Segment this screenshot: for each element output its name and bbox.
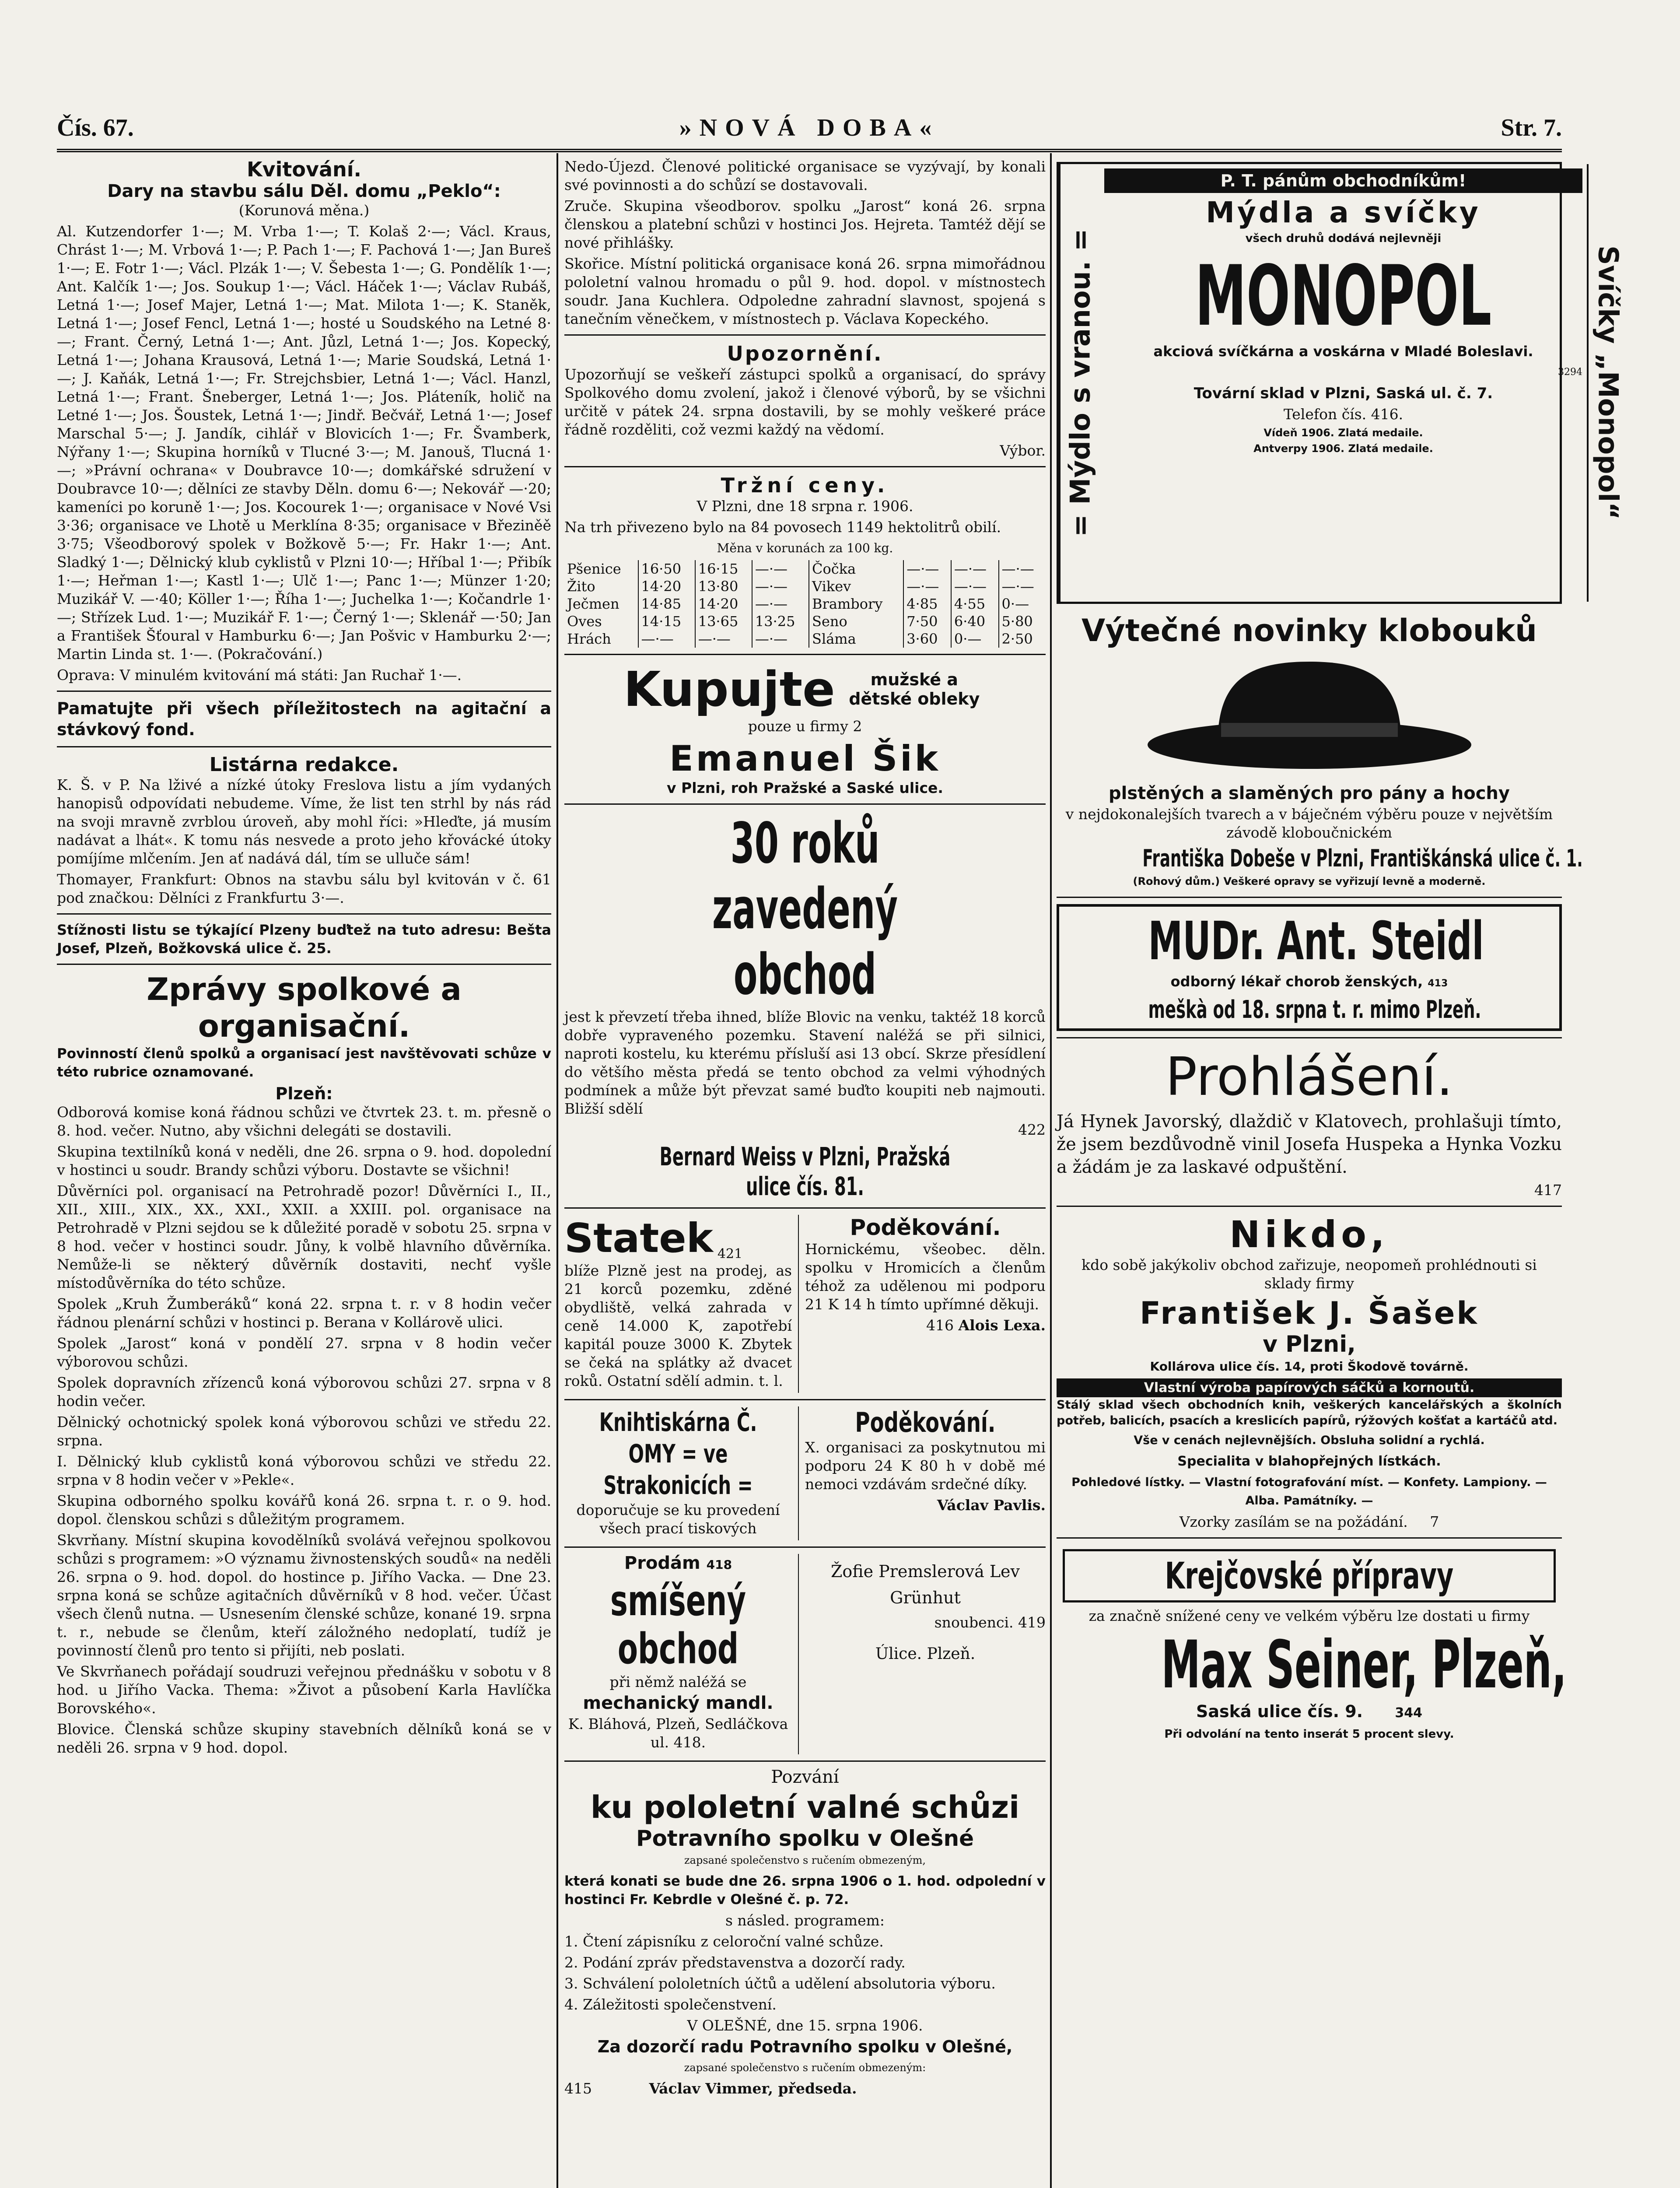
news-item: Odborová komise koná řádnou schůzi ve čtvrtek 23. t. m. přesně o 8. hod. večer. Nutno, aby všichni delegáti se dostavili. xyxy=(57,1104,551,1139)
monopol-award: Antverpy 1906. Zlatá medaile. xyxy=(1253,442,1433,455)
kvitovani-heading: Kvitování. xyxy=(246,158,361,181)
invite-point: 1. Čtení zápisníku z celoroční valné schůze. xyxy=(564,1933,884,1950)
invite-organisation: Potravního spolku v Olešné xyxy=(636,1826,974,1851)
price-cell: 3·60 xyxy=(903,630,951,648)
news-item: Ve Skvrňanech pořádají soudruzi veřejnou přednášku v sobotu v 8 hod. u Jiřího Vacka. Thema: »Život a působení Karla Havlíčka Borovského«. xyxy=(57,1663,551,1717)
plzen-subheading: Plzeň: xyxy=(275,1084,333,1103)
invite-registration: zapsané společenstvo s ručením obmezeným: xyxy=(684,2062,926,2074)
monopol-side-left: = Mýdlo s vranou. = xyxy=(1059,164,1100,602)
hats-line1: plstěných a slaměných pro pány a hochy xyxy=(1109,783,1510,803)
ad-number: 422 xyxy=(1018,1121,1046,1138)
monopol-award: Vídeň 1906. Zlatá medaile. xyxy=(1264,427,1423,439)
column-divider xyxy=(556,153,558,2188)
news-item: Skupina textilníků koná v neděli, dne 26. srpna o 9. hod. dopolední v hostinci u soudr. Brandy schůzi výboru. Dostavte se všichni! xyxy=(57,1143,551,1178)
price-cell: 14·15 xyxy=(638,613,695,630)
news-item: Spolek dopravních zřízenců koná výborovou schůzi 27. srpna v 8 hodin večer. xyxy=(57,1374,551,1410)
news-item: Skupina odborného spolku kovářů koná 26. srpna t. r. o 9. hod. dopol. členskou schůzi s důležitým programem. xyxy=(57,1492,551,1528)
divider xyxy=(564,654,1046,655)
invite-point: 4. Záležitosti společenstvení. xyxy=(564,1996,777,2013)
seiner-top-box xyxy=(1063,1549,1556,1602)
doctor-advert xyxy=(1057,904,1562,1031)
commodity-name: Sláma xyxy=(809,630,903,648)
price-cell: 4·85 xyxy=(903,595,951,613)
column-2 xyxy=(564,158,1046,2188)
sasek-prices: Vše v cenách nejlevnějších. Obsluha solidní a rychlá. xyxy=(1134,1434,1485,1447)
monopol-advert xyxy=(1057,162,1624,604)
price-cell: 5·80 xyxy=(999,613,1046,630)
market-supply: Na trh přivezeno bylo na 84 povosech 1149 hektolitrů obilí. xyxy=(564,519,1001,536)
divider xyxy=(1057,1537,1562,1539)
print-name: Knihtiskárna Č. OMY = ve Strakonicích = xyxy=(599,1407,757,1500)
monopol-best: všech druhů dodává nejlevněji xyxy=(1245,232,1442,245)
commodity-name: Žito xyxy=(567,578,595,595)
price-cell: 2·50 xyxy=(999,630,1046,648)
price-cell: 7·50 xyxy=(903,613,951,630)
sik-only-text: pouze u firmy xyxy=(748,718,848,735)
sell-title: smíšený obchod xyxy=(610,1576,746,1673)
news-item: Skvrňany. Místní skupina kovodělníků svolává veřejnou spolkovou schůzi s programem: »O významu živnostenských soudů« na neděli 26. srpna o 9. hod. dopol. do hostince p. Jiřího Vacka. — Dne 23. srpna koná se schůze agitačních důvěrníků v 8 hod. večer. Účast všech členů nutna. — Usnesením členské schůze, konané 19. srpna t. r., nebude se členům, kteří záložného nedoplatí, tudíž je povinností členů pro tento si přijíti, neb poslati. xyxy=(57,1532,551,1659)
commodity-name: Hrách xyxy=(567,631,611,647)
price-cell: —·— xyxy=(752,630,809,648)
sasek-text: Stálý sklad všech obchodních knih, veškerých kancelářských a školních potřeb, balicích, psacích a kreslicích papírů, rýžových košťat a kartáčů atd. xyxy=(1057,1398,1562,1427)
hats-note: (Rohový dům.) Veškeré opravy se vyřizují levně a moderně. xyxy=(1133,875,1486,887)
price-cell: 13·80 xyxy=(695,578,752,595)
monopol-company: akciová svíčkárna a voskárna v Mladé Boleslavi. xyxy=(1153,343,1533,360)
sik-address: v Plzni, roh Pražské a Saské ulice. xyxy=(667,779,943,796)
invite-program-label: s násled. programem: xyxy=(725,1912,885,1929)
news-item: Zruče. Skupina všeodborov. spolku „Jarost“ koná 26. srpna členskou a platební schůzi v hostinci Jos. Hejreta. Tamtéž dějí se nové přihlášky. xyxy=(564,197,1046,251)
invite-point: 3. Schválení pololetních účtů a udělení absolutoria výboru. xyxy=(564,1975,996,1992)
shop-contact: Bernard Weiss v Plzni, Pražská ulice čís. 81. xyxy=(659,1142,951,1201)
price-cell: 13·65 xyxy=(695,613,752,630)
listarna-heading: Listárna redakce. xyxy=(209,754,399,776)
sasek-sub: kdo sobě jakýkoliv obchod zařizuje, neopomeň prohlédnouti si sklady firmy xyxy=(1082,1256,1537,1292)
invite-advert xyxy=(564,1768,1046,2098)
price-cell: 4·55 xyxy=(951,595,999,613)
kvitovani-list: Al. Kutzendorfer 1·—; M. Vrba 1·—; T. Kolaš 2·—; Václ. Kraus, Chrást 1·—; M. Vrbová 1·—; P. Pach 1·—; F. Pachová 1·—; Jan Bureš 1·—; E. Fotr 1·—; Václ. Plzák 1·—; V. Šebesta 1·—; G. Pondělík 1·—; Ant. Kalčík 1·—; Jos. Soukup 1·—; Václ. Háček 1·—; Václav Rubáš, Letná 1·—; Josef Majer, Letná 1·—; Mat. Milota 1·—; K. Staněk, Letná 1·—; Josef Fencl, Letná 1·—; hosté u Soudského na Letné 8·—; Frant. Černý, Letná 1·—; Ant. Jůzl, Letná 1·—; Jos. Kopecký, Letná 1·—; Johana Krausová, Letná 1·—; Marie Soudská, Letná 1·—; J. Kaňák, Letná 1·—; Fr. Strejchsbier, Letná 1·—; Václ. Hanzl, Letná 1·—; Frant. Šneberger, Letná 1·—; Jos. Pláteník, holič na Letné 1·—; Jos. Šoustek, Letná 1·—; Jindř. Bečvář, Letná 1·—; Josef Marschal 5·—; J. Jandík, cihlář v Blovicích 1·—; Fr. Švamberk, Nýřany 1·—; Skupina horníků v Tlucné 3·—; M. Janouš, Tlucná 1·—; »Právní ochrana« v Doubravce 10·—; domkářské sdružení v Doubravce 10·—; dělníci ze stavby Děln. domu 6·—; Nekovář —·20; kameníci po koruně 1·—; Jos. Kocourek 1·—; organisace v Nové Vsi 3·36; organisace ve Lhotě u Merklína 8·35; organisace v Březiněě 3·75; Všeodborový spolek v Božkově 5·—; Fr. Hakr 1·—; Ant. Sladký 1·—; Dělnický klub cyklistů v Plzni 10·—; Hříbal 1·—; Přibík 1·—; Heřman 1·—; Kastl 1·—; Ulč 1·—; Panc 1·—; Münzer 1·20; Muzikář V. —·40; Köller 1·—; Říha 1·—; Juchelka 1·—; Kočandrle 1·—; Střízek Lud. 1·—; Muzikář F. 1·—; Černý 1·—; Sklenář —·50; Jan a František Šťoural v Hamburku 6·—; Jan Pošvic v Hamburku 2·—; Martin Linda st. 1·—. (Pokračování.) xyxy=(57,223,551,663)
shop-text: jest k převzetí třeba ihned, blíže Blovic na venku, taktéž 18 korců dobře vypraveného pozemku. Stavení naléžá se při silnici, naproti kostelu, ku kterému přísluší asi 13 obcí. Skrze přesídlení do většího města předá se tento obchod za velmi výhodných podmínek a může být převzat samé buďto koupiti neb najmouti. Bližší sdělí xyxy=(564,1008,1046,1117)
shop-title: 30 roků zavedený obchod xyxy=(712,811,898,1007)
invite-when: která konati se bude dne 26. srpna 1906 o 1. hod. odpolední v hostinci Fr. Kebrdle v Olešné č. p. 72. xyxy=(564,1873,1046,1907)
declaration-advert xyxy=(1057,1045,1562,1199)
thanks-text: X. organisaci za poskytnutou mi podporu 24 K 80 h v době mé nemoci vzdávám srdečné díky. xyxy=(805,1439,1046,1493)
ad-number: 3294 xyxy=(1558,367,1582,378)
seiner-note: Při odvolání na tento inserát 5 procent slevy. xyxy=(1164,1728,1454,1741)
sell-text: při němž naléžá se xyxy=(609,1673,747,1690)
sasek-head: Nikdo, xyxy=(1229,1213,1389,1256)
invite-signature: Václav Vimmer, předseda. xyxy=(649,2080,857,2097)
sell-prodam: Prodám xyxy=(624,1553,700,1573)
fund-reminder: Pamatujte při všech příležitostech na agitační a stávkový fond. xyxy=(57,699,551,739)
sik-buy: Kupujte xyxy=(623,661,835,717)
divider xyxy=(564,334,1046,336)
upozorneni-signature: Výbor. xyxy=(1000,442,1046,459)
column-divider xyxy=(1050,153,1052,2188)
sasek-advert xyxy=(1057,1213,1562,1531)
price-cell: 0·— xyxy=(999,595,1046,613)
commodity-name: Pšenice xyxy=(567,561,621,577)
zpravy-heading: Zprávy spolkové a organisační. xyxy=(147,971,462,1044)
invite-date: V OLEŠNÉ, dne 15. srpna 1906. xyxy=(687,2017,923,2034)
ad-number: 2 xyxy=(853,718,862,735)
hats-title: Výtečné novinky klobouků xyxy=(1082,613,1537,649)
ad-number: 344 xyxy=(1395,1705,1422,1721)
column-1 xyxy=(57,158,551,2188)
price-cell: —·— xyxy=(999,560,1046,578)
sik-items: mužské a dětské obleky xyxy=(849,670,980,708)
zpravy-intro: Povinností členů spolků a organisací jest navštěvovati schůze v této rubrice oznamované. xyxy=(57,1046,551,1080)
column-divider xyxy=(798,1554,799,1754)
issue-number: Čís. 67. xyxy=(57,114,134,141)
print-text: doporučuje se ku provedení všech prací tiskových xyxy=(576,1501,780,1537)
price-cell: 6·40 xyxy=(951,613,999,630)
ad-number: 418 xyxy=(706,1557,732,1572)
column-3 xyxy=(1057,158,1624,2188)
monopol-name: MONOPOL xyxy=(1195,248,1492,344)
market-date: V Plzni, dne 18 srpna r. 1906. xyxy=(696,498,914,515)
price-cell: —·— xyxy=(999,578,1046,595)
listarna-reply-2: Thomayer, Frankfurt: Obnos na stavbu sálu byl kvitován v č. 61 pod značkou: Dělníci z Frankfurtu 3·—. xyxy=(57,871,551,906)
kvitovani-currency: (Korunová měna.) xyxy=(238,202,370,219)
statek-advert xyxy=(564,1215,792,1393)
commodity-name: Čočka xyxy=(809,560,903,578)
commodity-name: Brambory xyxy=(809,595,903,613)
doctor-location: meškà od 18. srpna t. r. mimo Plzeň. xyxy=(1148,996,1481,1024)
seiner-top: Krejčovské přípravy xyxy=(1165,1554,1454,1597)
price-cell: —·— xyxy=(752,578,809,595)
small-adverts-row-1 xyxy=(564,1215,1046,1393)
news-item: Dělnický ochotnický spolek koná výborovou schůzi ve středu 22. srpna. xyxy=(57,1413,551,1449)
thanks-title: Poděkování. xyxy=(855,1406,996,1438)
price-cell: 16·50 xyxy=(638,560,695,578)
ad-number: 413 xyxy=(1428,978,1448,989)
newspaper-title: »NOVÁ DOBA« xyxy=(679,114,940,141)
sell-address: K. Bláhová, Plzeň, Sedláčkova ul. 418. xyxy=(568,1715,788,1751)
divider xyxy=(564,1760,1046,1762)
monopol-side-right: Svíčky „Monopol“ xyxy=(1587,164,1628,602)
listarna-reply-1: K. Š. v P. Na lživé a nízké útoky Freslova listu a jím vydaných hanopisů odpovídati nebudeme. Víme, že list ten strhl by nás rád na svoji mravně zvrblou úroveň, aby mohl říci: »Hleďte, já musím nadávat a lhát«. K tomu nás nesvede a proto jeho křovácké útoky pomíjíme mlčením. Jen ať nadává dál, tím se ulluče sám! xyxy=(57,776,551,867)
sasek-specialty: Specialita v blahopřejných lístkách. xyxy=(1177,1454,1441,1469)
shop-advert xyxy=(564,811,1046,1201)
thanks-title: Poděkování. xyxy=(850,1215,1001,1240)
statek-text: blíže Plzně jest na prodej, as 21 korců pozemku, zděné obydliště, velká zahrada v ceně 14.000 K, zapotřebí kapitál pouze 3000 K. Zbytek se čeká na splátky až dvacet roků. Ostatní sdělí admin. t. l. xyxy=(564,1262,792,1389)
seiner-name: Max Seiner, Plzeň, xyxy=(1161,1627,1567,1703)
engagement-advert xyxy=(805,1554,1046,1754)
sasek-name: František J. Šašek xyxy=(1140,1295,1479,1331)
seiner-address: Saská ulice čís. 9. xyxy=(1196,1702,1363,1721)
price-cell: —·— xyxy=(903,578,951,595)
divider xyxy=(564,1207,1046,1209)
sik-only xyxy=(564,717,1046,736)
engagement-word: snoubenci. xyxy=(934,1614,1014,1631)
monopol-store: Tovární sklad v Plzni, Saská ul. č. 7. xyxy=(1194,385,1493,402)
declaration-text: Já Hynek Javorský, dlaždič v Klatovech, prohlašuji tímto, že jsem bezdůvodně vinil Josefa Huspeka a Hynka Vozku a žádám je za laskavé odpuštění. xyxy=(1057,1112,1562,1177)
price-cell: —·— xyxy=(638,630,695,648)
invite-board: Za dozorčí radu Potravního spolku v Olešné, xyxy=(597,2037,1013,2056)
divider xyxy=(1057,1206,1562,1207)
hat-icon xyxy=(1143,657,1476,775)
thanks-text: Hornickému, všeobec. děln. spolku v Hromicích a členům téhož za udělenou mi podporu 21 K 14 h tímto upřímné děkuji. xyxy=(805,1241,1046,1313)
print-advert xyxy=(564,1406,792,1540)
page-number: Str. 7. xyxy=(1501,114,1562,141)
invite-head: Pozvání xyxy=(771,1767,839,1787)
price-cell: —·— xyxy=(752,595,809,613)
price-cell: 16·15 xyxy=(695,560,752,578)
price-cell: 0·— xyxy=(951,630,999,648)
kvitovani-correction: Oprava: V minulém kvitování má státi: Jan Ruchař 1·—. xyxy=(57,666,462,684)
news-item: Nedo-Újezd. Členové politické organisace se vyzývají, by konali své povinnosti a do schůzí se dostavovali. xyxy=(564,158,1046,193)
monopol-top: P. T. pánům obchodníkům! xyxy=(1104,168,1582,193)
monopol-soap: Mýdla a svíčky xyxy=(1206,196,1481,229)
sik-name: Emanuel Šik xyxy=(669,738,941,779)
sell-advert xyxy=(564,1554,792,1754)
news-item: Spolek „Kruh Žumberáků“ koná 22. srpna t. r. v 8 hodin večer řádnou plenární schůzi v hostinci p. Berana v Kollárově ulici. xyxy=(57,1295,551,1331)
ad-number: 421 xyxy=(717,1246,743,1262)
ad-number: 417 xyxy=(1534,1182,1562,1199)
price-cell: —·— xyxy=(752,560,809,578)
complaints-address: Stížnosti listu se týkající Plzeny buďtež na tuto adresu: Bešta Josef, Plzeň, Božkovská ulice č. 25. xyxy=(57,922,551,957)
declaration-title: Prohlášení. xyxy=(1165,1047,1453,1108)
divider xyxy=(57,964,551,965)
sell-mangle: mechanický mandl. xyxy=(583,1693,774,1713)
divider xyxy=(57,691,551,692)
small-adverts-row-2 xyxy=(564,1406,1046,1540)
sasek-samples: Vzorky zasílám se na požádání. xyxy=(1179,1513,1408,1530)
ad-number: 416 xyxy=(926,1317,954,1334)
price-cell: 13·25 xyxy=(752,613,809,630)
market-row xyxy=(564,560,1046,578)
thanks-advert-2 xyxy=(805,1406,1046,1540)
divider xyxy=(564,803,1046,805)
ad-number: 419 xyxy=(1018,1614,1046,1631)
hats-line2: v nejdokonalejších tvarech a v báječném výběru pouze v největším závodě kloboučnickém xyxy=(1065,806,1553,841)
market-currency: Měna v korunách za 100 kg. xyxy=(717,541,893,555)
page-header xyxy=(57,109,1562,152)
price-cell: 14·20 xyxy=(695,595,752,613)
invite-registration: zapsané společenstvo s ručením obmezeným, xyxy=(684,1854,926,1866)
monopol-phone: Telefon čís. 416. xyxy=(1283,406,1404,423)
commodity-name: Oves xyxy=(567,613,602,630)
market-row xyxy=(564,613,1046,630)
news-item: Spolek „Jarost“ koná v pondělí 27. srpna v 8 hodin večer výborovou schůzi. xyxy=(57,1335,551,1370)
price-cell: —·— xyxy=(951,560,999,578)
price-cell: 14·85 xyxy=(638,595,695,613)
sasek-production: Vlastní výroba papírových sáčků a kornoutů. xyxy=(1057,1378,1562,1397)
kvitovani-subheading: Dary na stavbu sálu Děl. domu „Peklo“: xyxy=(107,181,501,201)
upozorneni-heading: Upozornění. xyxy=(727,342,883,365)
sasek-address: Kollárova ulice čís. 14, proti Škodově továrně. xyxy=(1150,1359,1469,1374)
sasek-city: v Plzni, xyxy=(1263,1331,1356,1357)
price-cell: —·— xyxy=(951,578,999,595)
small-adverts-row-3 xyxy=(564,1554,1046,1754)
hats-advert xyxy=(1057,613,1583,891)
market-row xyxy=(564,630,1046,648)
invite-title: ku pololetní valné schůzi xyxy=(590,1789,1020,1825)
divider xyxy=(564,1399,1046,1400)
divider xyxy=(57,913,551,915)
thanks-advert-1 xyxy=(805,1215,1046,1393)
thanks-signature: Václav Pavlis. xyxy=(937,1497,1046,1514)
seiner-advert xyxy=(1057,1545,1567,1750)
engagement-places: Úlice. Plzeň. xyxy=(875,1645,976,1663)
news-item: Skořice. Místní politická organisace koná 26. srpna mimořádnou pololetní valnou hromadu o půl 9. hod. dopol. v místnostech soudr. Jana Kuchlera. Odpoledne zahradní slavnost, spojená s tanečním věnečkem, v místnostech p. Václava Kopeckého. xyxy=(564,255,1046,327)
divider xyxy=(1057,897,1562,898)
market-heading: Tržní ceny. xyxy=(721,473,889,497)
divider xyxy=(57,746,551,747)
upozorneni-text: Upozorňují se veškeří zástupci spolků a organisací, do správy Spolkového domu zvolení, jakož i členové výborů, by se všichni určitě v pátek 24. srpna dostavili, by se mohly veškeré práce řádně rozděliti, což vezmi každý na vědomí. xyxy=(564,366,1046,438)
ad-number: 7 xyxy=(1430,1513,1439,1530)
price-cell: —·— xyxy=(903,560,951,578)
hat-illustration xyxy=(1057,657,1562,775)
news-item: Blovice. Členská schůze skupiny stavebních dělníků koná se v neděli 26. srpna v 9 hod. dopol. xyxy=(57,1721,551,1756)
divider xyxy=(564,1546,1046,1548)
news-item: I. Dělnický klub cyklistů koná výborovou schůzi ve středu 22. srpna v 8 hodin večer v »Pekle«. xyxy=(57,1453,551,1488)
news-item: Důvěrníci pol. organisací na Petrohradě pozor! Důvěrníci I., II., XII., XIII., XIX., XX., XXI., XXII. a XXIII. pol. organisace na Petrohradě v Plzni sejdou se k důležité poradě v sobotu 25. srpna v 8 hod. večer v hostinci soudr. Jůny, k volbě hlavního důvěrníka. Nemůže-li se některý důvěrník dostaviti, nechť vyšle místodůvěrníka do této schůze. xyxy=(57,1182,551,1291)
sasek-cards: Pohledové lístky. — Vlastní fotografování míst. — Konfety. Lampiony. — Alba. Památníky. — xyxy=(1071,1476,1547,1508)
commodity-name: Ječmen xyxy=(567,596,620,612)
market-row xyxy=(564,595,1046,613)
column-divider xyxy=(798,1406,799,1540)
engagement-names: Žofie Premslerová Lev Grünhut xyxy=(830,1562,1020,1607)
seiner-text: za značně snížené ceny ve velkém výběru lze dostati u firmy xyxy=(1088,1607,1530,1624)
price-cell: 14·20 xyxy=(638,578,695,595)
thanks-signature: Alois Lexa. xyxy=(958,1317,1046,1334)
commodity-name: Vikev xyxy=(809,578,903,595)
divider xyxy=(1057,1037,1562,1038)
price-cell: —·— xyxy=(695,630,752,648)
monopol-body xyxy=(1100,164,1587,602)
market-row xyxy=(564,578,1046,595)
statek-title: Statek xyxy=(564,1215,713,1262)
doctor-name: MUDr. Ant. Steidl xyxy=(1148,911,1484,972)
column-divider xyxy=(798,1215,799,1393)
market-price-table xyxy=(564,560,1046,648)
invite-point: 2. Podání zpráv představenstva a dozorčí rady. xyxy=(564,1954,906,1971)
divider xyxy=(564,466,1046,467)
doctor-specialty: odborný lékař chorob ženských, xyxy=(1170,973,1423,990)
sik-advert xyxy=(564,661,1046,797)
commodity-name: Seno xyxy=(809,613,903,630)
hats-shop: Františka Dobeše v Plzni, Františkánská ulice č. 1. xyxy=(1142,845,1583,872)
ad-number: 415 xyxy=(564,2080,592,2097)
